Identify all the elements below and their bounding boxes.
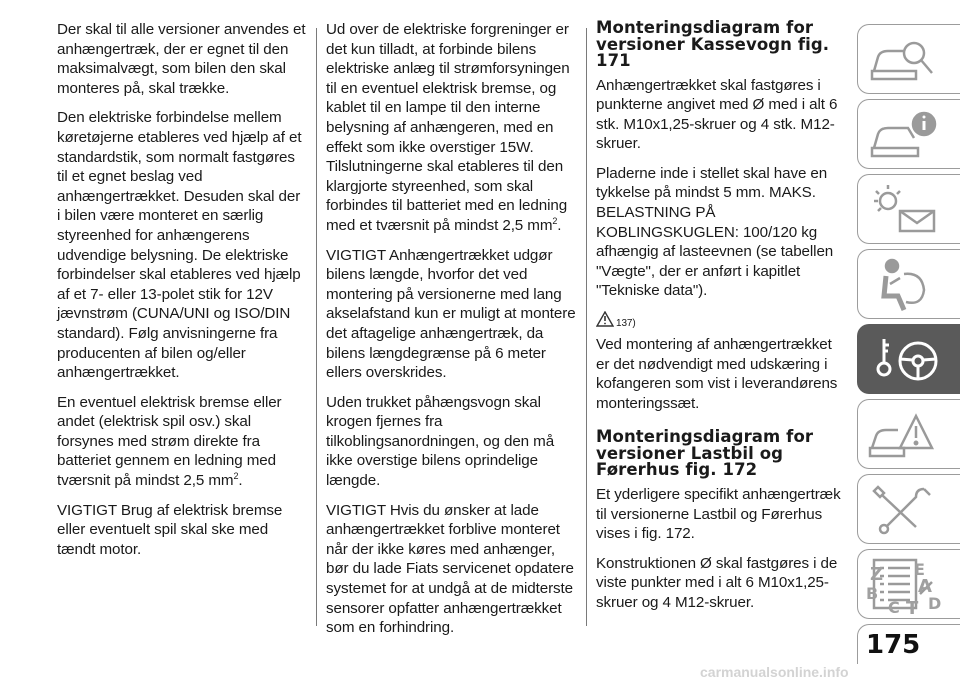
- tab-car-info[interactable]: [857, 99, 960, 169]
- car-magnifier-icon: [864, 29, 944, 89]
- airbag-passenger-icon: [864, 254, 944, 314]
- paragraph: Konstruktionen Ø skal fastgøres i de viste punkter med i alt 6 M10x1,25-skruer og 4 M12-skruer.: [596, 554, 838, 611]
- lights-warning-icon: [864, 179, 944, 239]
- column-divider-2: [586, 28, 587, 626]
- warning-triangle-icon: [596, 311, 614, 327]
- warning-ref-number: 137): [616, 318, 636, 330]
- paragraph: Anhængertrækket skal fastgøres i punkterne angivet med Ø med i alt 6 stk. M10x1,25-skruer og 4 stk. M12-skruer.: [596, 76, 838, 153]
- car-info-icon: [864, 104, 944, 164]
- paragraph-text: En eventuel elektrisk bremse eller andet (elektrisk spil osv.) skal forsynes med strøm direkte fra batteriet gennem en ledning med tværsnit på mindst 2,5 mm: [57, 393, 282, 490]
- alphabet-index-letters: [866, 560, 946, 620]
- tab-tools[interactable]: [857, 474, 960, 544]
- tab-key-steering-wheel[interactable]: [857, 324, 960, 394]
- paragraph-end: .: [557, 216, 562, 234]
- tab-lights-warning[interactable]: [857, 174, 960, 244]
- paragraph: Uden trukket påhængsvogn skal krogen fjernes fra tilkoblingsanordningen, og den må ikke overstige bilens oprindelige længde.: [326, 393, 555, 490]
- paragraph: VIGTIGT Hvis du ønsker at lade anhængertrækket forblive monteret når der ikke køres med anhænger, bør du lade Fiats servicenet opdatere systemet for at undgå at de midterste sensorer opfatter anhængertrækket som en forhindring.: [326, 501, 574, 637]
- paragraph: Pladerne inde i stellet skal have en tykkelse på mindst 5 mm. MAKS. BELASTNING PÅ KOBLINGSKUGLEN: 100/120 kg afhængig af lasteevnen (se tabellen "Vægte", der er anført i kapitlet "Tekniske data").: [596, 164, 834, 300]
- section-heading: Monteringsdiagram for versioner Lastbil og Førerhus fig. 172: [596, 427, 814, 480]
- paragraph: [57, 393, 307, 491]
- index-letter: T: [906, 598, 919, 619]
- car-crash-warning-icon: [864, 404, 944, 464]
- watermark: carmanualsonline.info: [700, 664, 849, 680]
- paragraph: VIGTIGT Brug af elektrisk bremse eller eventuelt spil skal ske med tændt motor.: [57, 501, 283, 558]
- paragraph: [326, 20, 578, 236]
- index-letter: D: [928, 594, 942, 613]
- section-heading: Monteringsdiagram for versioner Kassevogn fig. 171: [596, 18, 830, 70]
- superscript: 2: [233, 471, 239, 482]
- index-letter: B: [866, 584, 879, 603]
- superscript: 2: [552, 215, 558, 226]
- index-letter: A: [918, 576, 932, 597]
- paragraph-end: .: [238, 472, 243, 490]
- paragraph: VIGTIGT Anhængertrækket udgør bilens længde, hvorfor det ved montering på versionerne med lang akselafstand kun er muligt at montere det aftagelige anhængertræk, da bilens længdegrænse på 6 meter ellers overskrides.: [326, 246, 576, 382]
- paragraph: Ved montering af anhængertrækket er det nødvendigt med udskæring i kofangeren som vist i leverandørens monteringssæt.: [596, 336, 838, 412]
- paragraph-text: Ud over de elektriske forgreninger er det kun tilladt, at forbinde bilens elektriske anlæg til strømforsyningen til en eventuel elektrisk bremse, og kablet til en lampe til den interne belysning af anhængeren, med en effekt som ikke overstiger 15W. Tilslutningerne skal etableres til den klargjorte styreenhed, som skal forbindes til batteriet med en ledning med et tværsnit på mindst 2,5 mm: [326, 21, 570, 234]
- key-steering-wheel-icon: [864, 329, 944, 389]
- warning-reference: [596, 311, 848, 333]
- text-column-3: [596, 20, 848, 622]
- tab-car-crash-warning[interactable]: [857, 399, 960, 469]
- index-letter: C: [888, 598, 900, 617]
- paragraph: Den elektriske forbindelse mellem køretøjerne etableres ved hjælp af et standardstik, som normalt fastgøres til et egnet beslag ved anhængertrækket. Desuden skal der i bilen være monteret en særlig styreenhed for anhængerens udvendige belysning. De elektriske forbindelser skal etableres ved hjælp af et 7- eller 13-polet stik for 12V jævnstrøm (CUNA/UNI og ISO/DIN standard). Følg anvisningerne fra producenten af bilen og/eller anhængertrækket.: [57, 109, 302, 382]
- page-number: 175: [866, 630, 921, 660]
- tab-car-magnifier[interactable]: [857, 24, 960, 94]
- text-column-1: [57, 20, 307, 569]
- column-divider-1: [316, 28, 317, 626]
- paragraph: Et yderligere specifikt anhængertræk til versionerne Lastbil og Førerhus vises i fig. 172.: [596, 485, 841, 543]
- paragraph: Der skal til alle versioner anvendes et anhængertræk, der er egnet til den maksimalvægt, som bilen den skal monteres på, skal trække.: [57, 21, 306, 97]
- tools-icon: [864, 479, 944, 539]
- index-letter: Z: [870, 564, 884, 585]
- text-column-2: [326, 20, 578, 648]
- tab-airbag-passenger[interactable]: [857, 249, 960, 319]
- index-letter: E: [914, 560, 925, 579]
